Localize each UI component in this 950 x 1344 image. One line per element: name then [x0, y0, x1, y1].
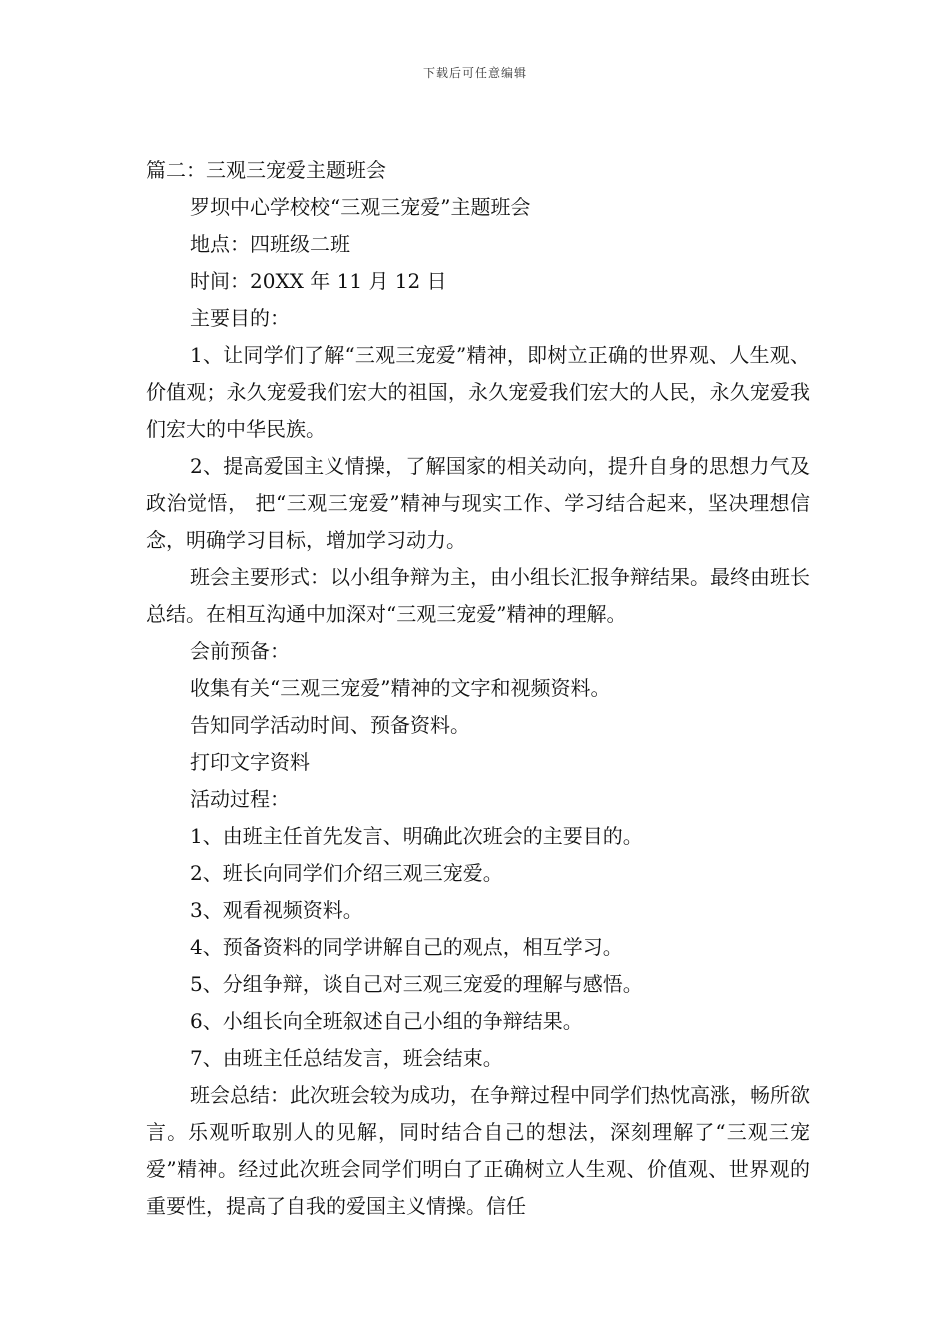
prep-item: 收集有关“三观三宠爱”精神的文字和视频资料。	[190, 676, 611, 700]
process-step: 7、由班主任总结发言，班会结束。	[190, 1046, 503, 1070]
summary-paragraph: 班会总结：此次班会较为成功，在争辩过程中同学们热忱高涨，畅所欲言。乐观听取别人的见解，同时结合自己的想法，深刻理解了“三观三宠爱”精神。经过此次班会同学们明白了正确树立人生观、价值观、世界观的重要性，提高了自我的爱国主义情操。信任	[146, 1083, 810, 1218]
process-step: 6、小组长向全班叙述自己小组的争辩结果。	[190, 1009, 583, 1033]
prep-label: 会前预备：	[190, 639, 290, 663]
process-step: 5、分组争辩，谈自己对三观三宠爱的理解与感悟。	[190, 972, 643, 996]
meeting-location: 地点：四班级二班	[190, 232, 350, 256]
meeting-time: 时间：20XX 年 11 月 12 日	[190, 269, 447, 293]
document-heading: 篇二：三观三宠爱主题班会	[146, 158, 386, 182]
prep-item: 告知同学活动时间、预备资料。	[190, 713, 470, 737]
process-step: 1、由班主任首先发言、明确此次班会的主要目的。	[190, 824, 643, 848]
process-step: 2、班长向同学们介绍三观三宠爱。	[190, 861, 503, 885]
goal-paragraph-1: 1、让同学们了解“三观三宠爱”精神，即树立正确的世界观、人生观、价值观；永久宠爱我们宏大的祖国，永久宠爱我们宏大的人民，永久宠爱我们宏大的中华民族。	[146, 343, 810, 441]
document-body	[146, 152, 810, 1225]
goals-label: 主要目的：	[190, 306, 290, 330]
form-paragraph: 班会主要形式：以小组争辩为主，由小组长汇报争辩结果。最终由班长总结。在相互沟通中加深对“三观三宠爱”精神的理解。	[146, 565, 810, 626]
process-step: 4、预备资料的同学讲解自己的观点，相互学习。	[190, 935, 623, 959]
meeting-subtitle: 罗坝中心学校校“三观三宠爱”主题班会	[190, 195, 531, 219]
goal-paragraph-2: 2、提高爱国主义情操，了解国家的相关动向，提升自身的思想力气及政治觉悟， 把“三观三宠爱”精神与现实工作、学习结合起来，坚决理想信念，明确学习目标，增加学习动力。	[146, 454, 810, 552]
process-label: 活动过程：	[190, 787, 290, 811]
process-step: 3、观看视频资料。	[190, 898, 363, 922]
prep-item: 打印文字资料	[190, 750, 310, 774]
page-header-note: 下载后可任意编辑	[422, 66, 527, 80]
